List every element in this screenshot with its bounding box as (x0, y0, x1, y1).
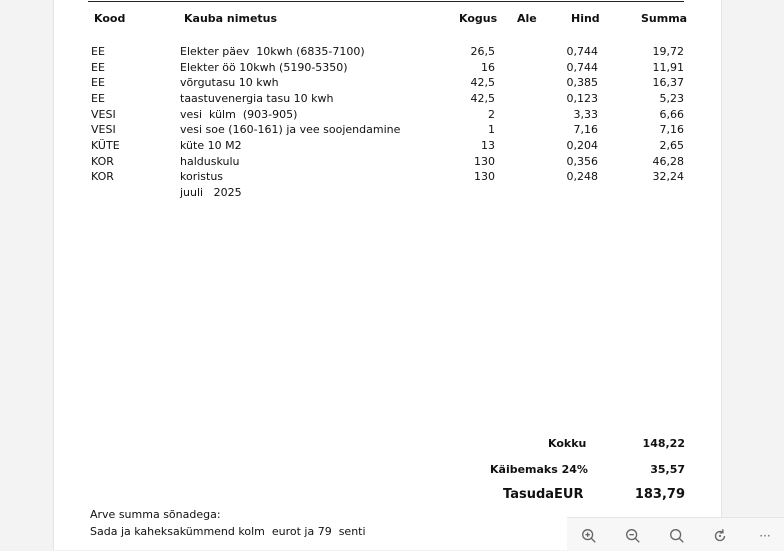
cell-kogus: 16 (481, 61, 495, 74)
table-row (0, 45, 784, 61)
cell-kood: KÜTE (91, 139, 120, 152)
vat-value: 35,57 (650, 463, 685, 476)
cell-name: vesi külm (903-905) (180, 108, 298, 121)
viewer-toolbar (567, 517, 784, 551)
cell-hind: 0,744 (566, 45, 598, 58)
table-row (0, 92, 784, 108)
cell-name: halduskulu (180, 155, 240, 168)
header-summa: Summa (641, 12, 688, 25)
header-kogus: Kogus (459, 12, 498, 25)
cell-hind: 0,356 (566, 155, 598, 168)
cell-name: koristus (180, 170, 224, 183)
tasuda-label: TasudaEUR (503, 487, 584, 502)
cell-kood: EE (91, 76, 105, 89)
header-hind: Hind (571, 12, 600, 25)
amount-words-label: Arve summa sõnadega: (90, 508, 221, 521)
kokku-label: Kokku (548, 437, 587, 450)
cell-kood: EE (91, 61, 105, 74)
cell-kogus: 130 (474, 155, 495, 168)
cell-kogus: 130 (474, 170, 495, 183)
cell-kood: EE (91, 92, 105, 105)
header-kood: Kood (94, 12, 126, 25)
table-row (0, 139, 784, 155)
header-ale: Ale (517, 12, 537, 25)
cell-summa: 11,91 (652, 61, 684, 74)
cell-kood: VESI (91, 123, 116, 136)
cell-hind: 0,385 (566, 76, 598, 89)
table-row (0, 61, 784, 77)
cell-summa: 46,28 (652, 155, 684, 168)
cell-kogus: 42,5 (470, 76, 495, 89)
cell-kood: EE (91, 45, 105, 58)
table-row (0, 170, 784, 186)
cell-hind: 3,33 (573, 108, 598, 121)
table-header-rule (88, 1, 684, 2)
cell-name: Elekter öö 10kwh (5190-5350) (180, 61, 348, 74)
cell-name: küte 10 M2 (180, 139, 242, 152)
cell-kood: VESI (91, 108, 116, 121)
cell-kogus: 1 (488, 123, 495, 136)
cell-name: võrgutasu 10 kwh (180, 76, 279, 89)
cell-summa: 7,16 (659, 123, 684, 136)
cell-name: taastuvenergia tasu 10 kwh (180, 92, 334, 105)
kokku-value: 148,22 (642, 437, 685, 450)
cell-kogus: 26,5 (470, 45, 495, 58)
cell-hind: 7,16 (573, 123, 598, 136)
cell-summa: 19,72 (652, 45, 684, 58)
table-row (0, 108, 784, 124)
cell-summa: 6,66 (659, 108, 684, 121)
cell-hind: 0,248 (566, 170, 598, 183)
table-row (0, 155, 784, 171)
cell-kogus: 13 (481, 139, 495, 152)
cell-kood: KOR (91, 155, 114, 168)
search-icon[interactable] (667, 526, 687, 546)
table-row (0, 123, 784, 139)
header-name: Kauba nimetus (184, 12, 278, 25)
cell-kood: KOR (91, 170, 114, 183)
cell-kogus: 42,5 (470, 92, 495, 105)
cell-kogus: 2 (488, 108, 495, 121)
vat-label: Käibemaks 24% (490, 463, 588, 476)
cell-hind: 0,744 (566, 61, 598, 74)
cell-name: vesi soe (160-161) ja vee soojendamine (180, 123, 401, 136)
cell-summa: 32,24 (652, 170, 684, 183)
cell-name: Elekter päev 10kwh (6835-7100) (180, 45, 365, 58)
cell-summa: 2,65 (659, 139, 684, 152)
rotate-icon[interactable] (710, 526, 730, 546)
more-icon[interactable]: ··· (759, 529, 771, 543)
table-row (0, 76, 784, 92)
tasuda-value: 183,79 (634, 487, 685, 502)
cell-summa: 5,23 (659, 92, 684, 105)
zoom-in-icon[interactable] (579, 526, 599, 546)
amount-words-text: Sada ja kaheksakümmend kolm eurot ja 79 senti (90, 525, 366, 538)
cell-hind: 0,123 (566, 92, 598, 105)
zoom-out-icon[interactable] (623, 526, 643, 546)
cell-hind: 0,204 (566, 139, 598, 152)
cell-summa: 16,37 (652, 76, 684, 89)
period-note: juuli 2025 (180, 186, 242, 199)
